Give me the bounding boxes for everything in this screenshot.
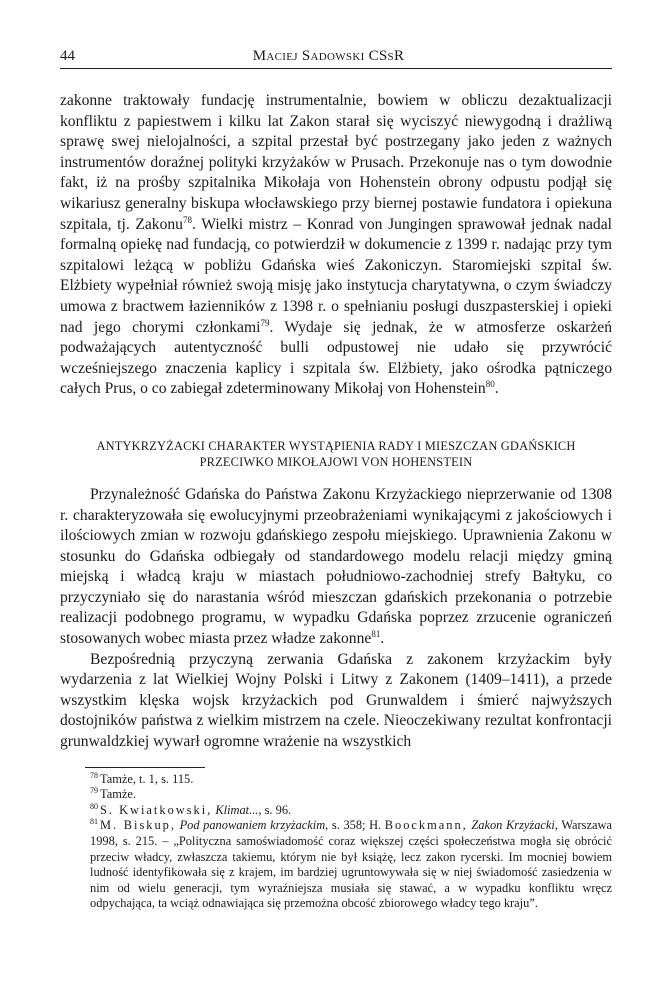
footnote-separator (85, 767, 205, 768)
paragraph-1-part-a: zakonne traktowały fundację instrumentalnie, bowiem w obliczu dezaktualizacji konfliktu z papiestwem i kilku lat Zakon starał się wyciszyć niewygodną i drażliwą sprawę swej nielojalności, a szpital przestał być postrzegany jako jeden z ważnych instrumentów doraźnej polityki krzyżaków w Prusach. Przekonuje nas o tym dowodnie fakt, iż na prośby szpitalnika Mikołaja von Hohenstein obrony odpustu podjął się wikariusz generalny biskupa włocławskiego przy biernej postawie fundatora i opiekuna szpitala, tj. Zakonu (60, 92, 612, 233)
footnote-text: , s. 96. (258, 802, 292, 817)
footnote-text: Tamże. (100, 787, 136, 802)
footnote-80 (60, 803, 612, 819)
section-heading-line-2: PRZECIWKO MIKOŁAJOWI VON HOHENSTEIN (199, 454, 473, 469)
footnote-number: 79 (90, 786, 98, 796)
section-heading (60, 438, 612, 470)
footnote-ref-81[interactable]: 81 (371, 628, 381, 639)
paragraph-3: Bezpośrednią przyczyną zerwania Gdańska z zakonem krzyżackim były wydarzenia z lat Wielkiej Wojny Polski i Litwy z Zakonem (1409–1411), a przede wszystkim klęska wojsk krzyżackich pod Grunwaldem i śmierć najwyższych dostojników państwa z wielkim mistrzem na czele. Nieoczekiwany rezultat konfrontacji grunwaldzkiej wywarł ogromne wrażenie na wszystkich (60, 650, 612, 751)
footnote-ref-79[interactable]: 79 (260, 317, 270, 328)
footnote-number: 78 (90, 770, 98, 780)
page-number: 44 (60, 48, 75, 64)
footnote-title: Klimat... (215, 802, 259, 817)
footnote-ref-78[interactable]: 78 (182, 214, 192, 225)
paragraph-2-part-a: Przynależność Gdańska do Państwa Zakonu Krzyżackiego nieprzerwanie od 1308 r. charakteryzowała się ewolucyjnymi przeobrażeniami wynikającymi z jakościowych i ilościowych zmian w rozwoju gdańskiego zespołu miejskiego. Uprawnienia Zakonu w stosunku do Gdańska odbiegały od standardowego modelu relacji między gminą miejską i władcą kraju w miastach południowo-zachodniej strefy Bałtyku, co przyczyniało się do narastania wśród mieszczan gdańskich przekonania o potrzebie realizacji podobnego programu, w wypadku Gdańska poprzez zrzucenie ograniczeń stosowanych wobec miasta przez władze zakonne (60, 485, 612, 648)
paragraph-2 (60, 485, 612, 650)
footnote-text: , Warszawa 1998, s. 215. – „Polityczna samoświadomość coraz większej części społeczeństwa mogła się obrócić przeciw władcy, zwłaszcza takiemu, którym nie był książę, lecz zakon rycerski. Im mocniej bowiem ludność identyfikowała się z krajem, im bardziej ugruntowywała się w niej świadomość zasiedzenia w nim od wielu generacji, tym wyraźniejsza musiała się stawać, a w wypadku konfliktu wręcz odpychająca, ta wciąż odnawiająca się przemożna obcość zbiorowego władcy tego kraju”. (90, 818, 612, 911)
footnote-title: Pod panowaniem krzyżackim (179, 818, 326, 833)
footnote-78 (60, 772, 612, 788)
footnotes (60, 772, 612, 912)
footnote-ref-80[interactable]: 80 (485, 379, 495, 390)
paragraph-1-part-d: . (494, 380, 499, 398)
running-header (60, 48, 612, 69)
paragraph-1-part-b: . Wielki mistrz – Konrad von Jungingen sprawował jednak nadal formalną opiekę nad fundacją, co potwierdził w dokumencie z 1399 r. nadając przy tym szpitalowi leżącą w pobliżu Gdańska wieś Zakoniczyn. Staromiejski szpital św. Elżbiety wypełniał również swoją misję jako instytucja charytatywna, o czym świadczy umowa z bractwem łazienników z 1398 r. o spełnianiu posługi duszpasterskiej i opieki nad jego chorymi członkami (60, 215, 612, 336)
paragraph-1 (60, 91, 612, 400)
footnote-author: Boockmann, (384, 818, 468, 833)
paragraph-1-part-c: . Wydaje się jednak, że w atmosferze oskarżeń podważających autentyczność bulli odpustowej nie udało się przywrócić wcześniejszego znaczenia kaplicy i szpitala św. Elżbiety, jako ośrodka pątniczego całych Prus, o co zabiegał zdeterminowany Mikołaj von Hohenstein (60, 318, 612, 398)
footnote-author: M. Biskup, (100, 818, 176, 833)
footnote-author: S. Kwiatkowski, (100, 802, 213, 817)
footnote-number: 80 (90, 801, 98, 811)
footnote-title: Zakon Krzyżacki (471, 818, 555, 833)
running-head-author: Maciej Sadowski CSsR (252, 48, 405, 64)
main-text (60, 91, 612, 753)
page (60, 48, 612, 912)
footnote-79 (60, 787, 612, 803)
paragraph-2-part-b: . (380, 630, 385, 648)
footnote-81 (60, 818, 612, 912)
footnote-text: Tamże, t. 1, s. 115. (100, 771, 194, 786)
section-heading-line-1: ANTYKRZYŻACKI CHARAKTER WYSTĄPIENIA RADY I MIESZCZAN GDAŃSKICH (96, 438, 576, 453)
footnote-number: 81 (90, 817, 98, 827)
footnote-text: , s. 358; H. (325, 818, 382, 833)
